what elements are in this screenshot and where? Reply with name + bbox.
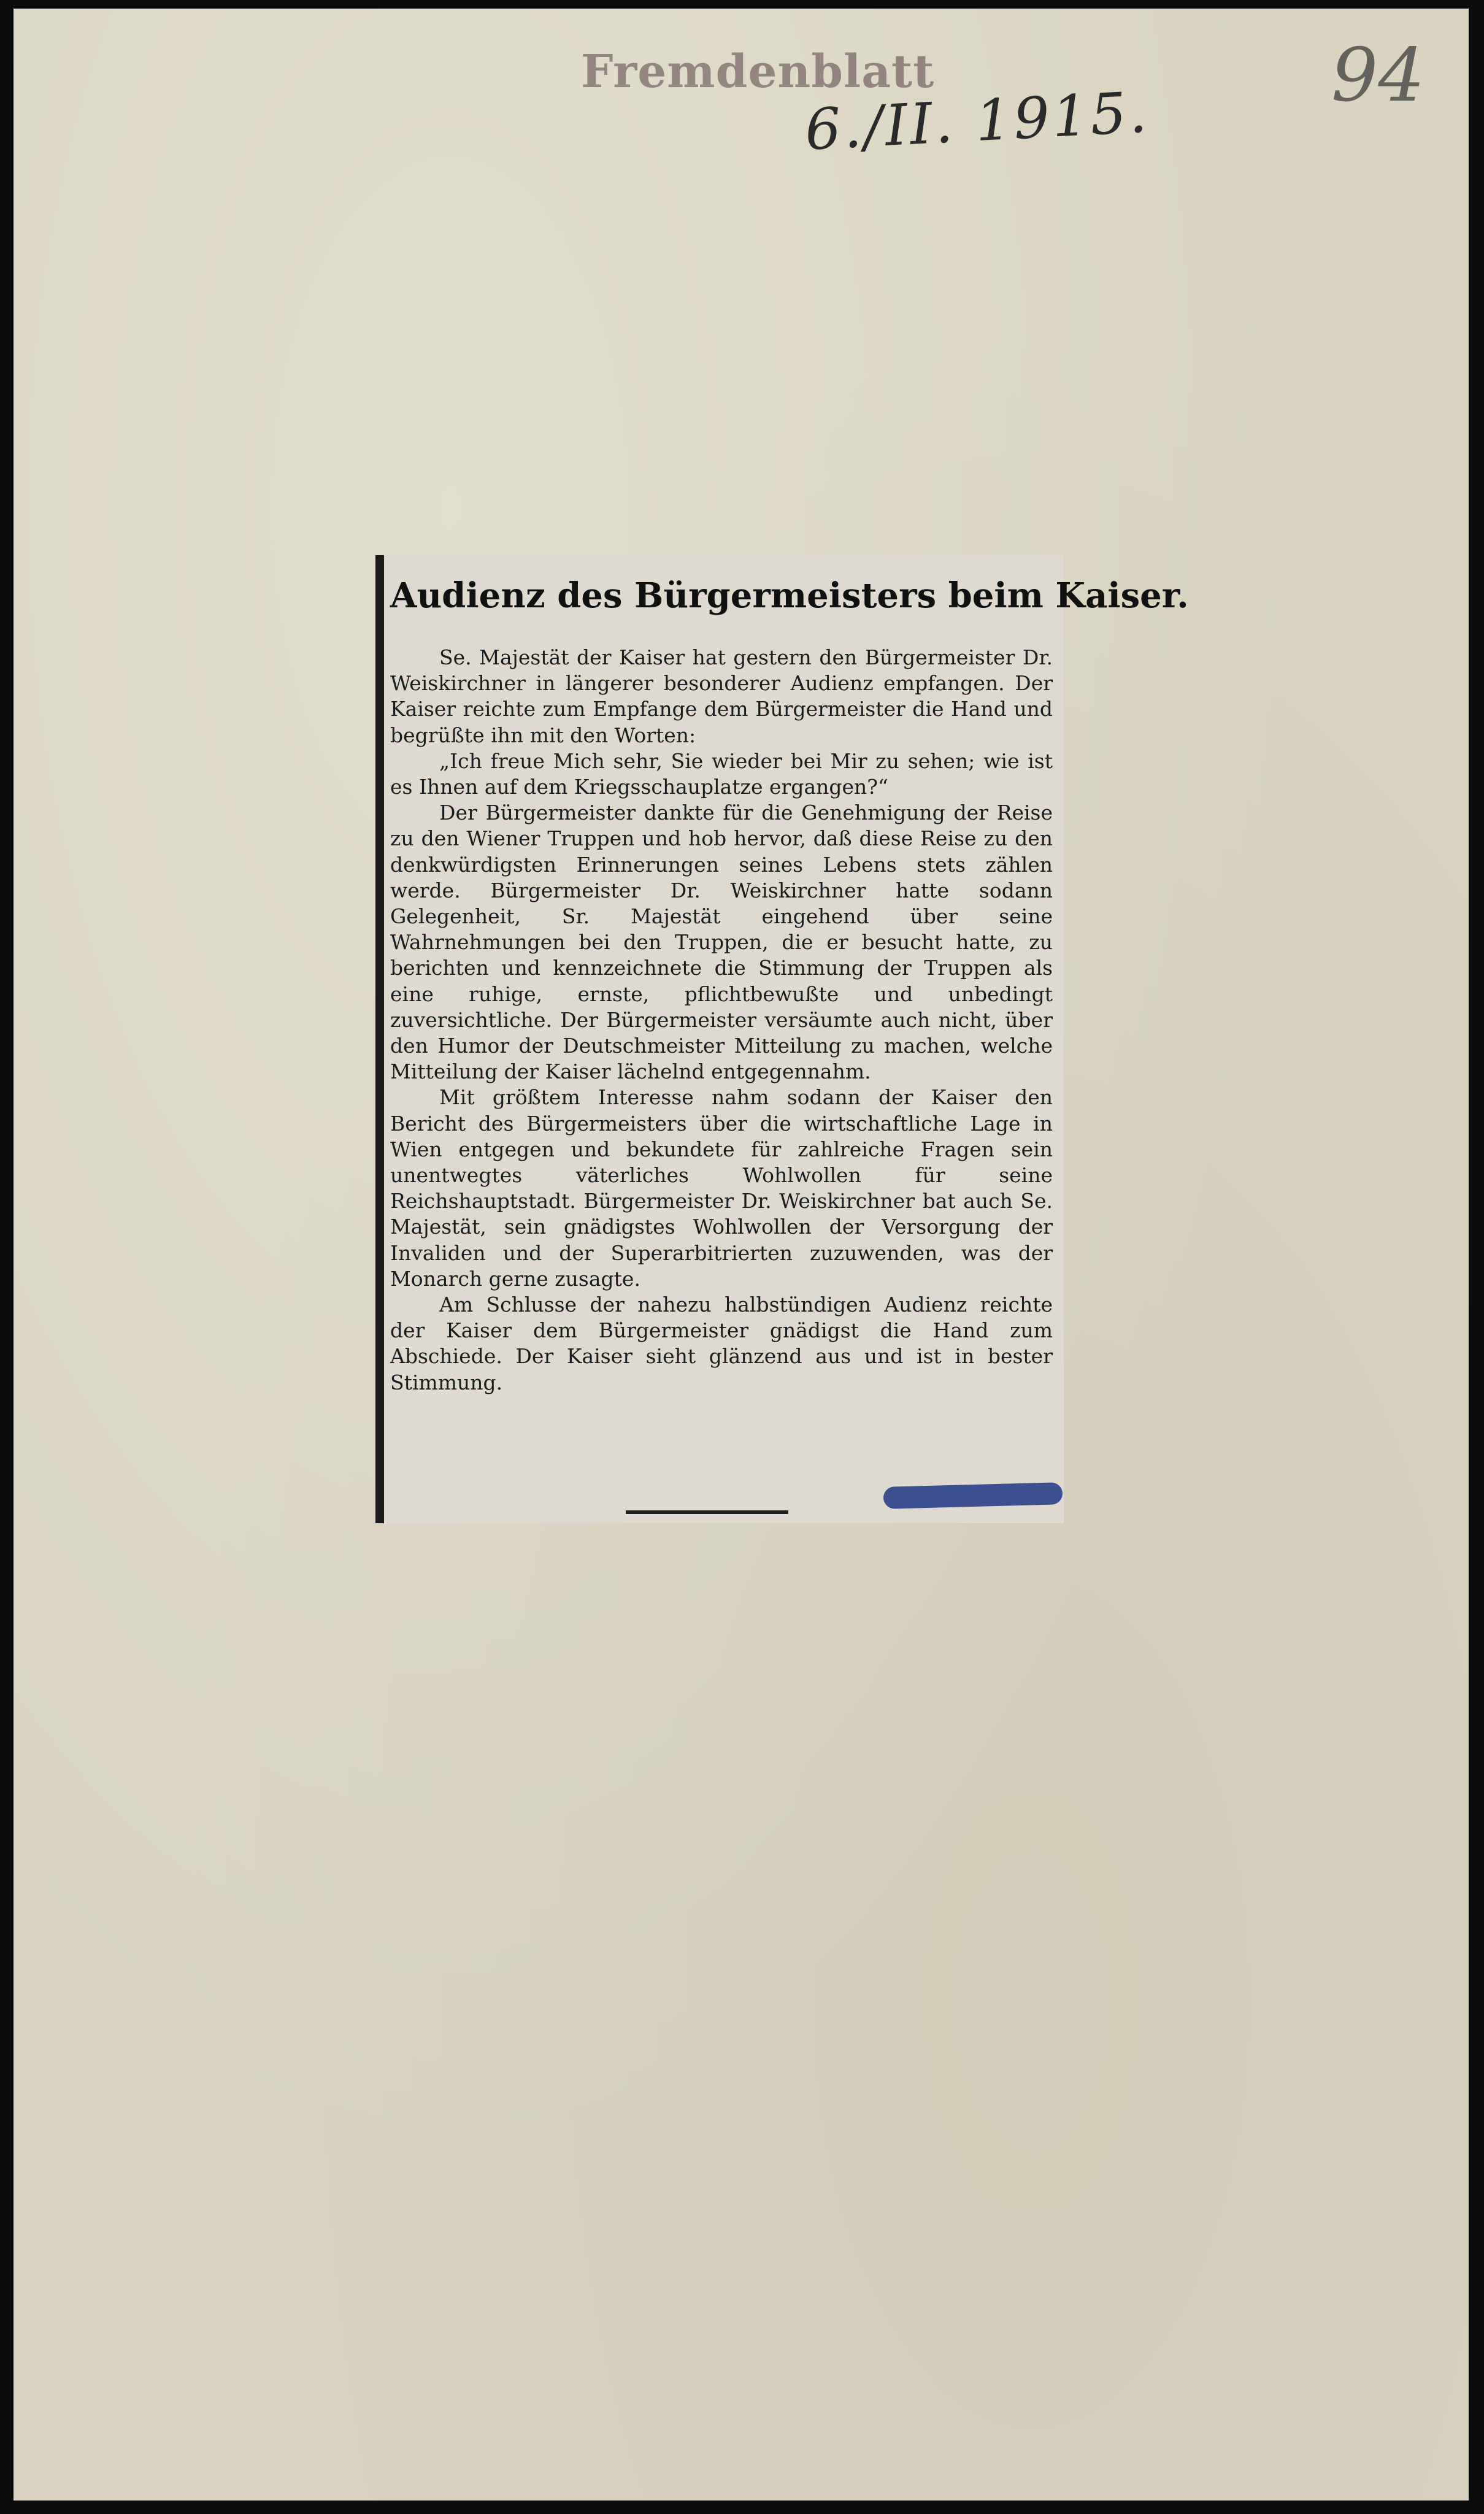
article-headline: Audienz des Bürgermeisters beim Kaiser. [390,575,1189,616]
clipping-left-edge [375,555,384,1523]
article-paragraph-5: Am Schlusse der nahezu halbstündigen Audienz reichte der Kaiser dem Bürgermeister gnädigst die Hand zum Abschiede. Der Kaiser sieht glänzend aus und ist in bester Stimmung. [390,1293,1053,1394]
article-paragraph-2: „Ich freue Mich sehr, Sie wieder bei Mir zu sehen; wie ist es Ihnen auf dem Kriegsschauplatze ergangen?“ [390,748,1053,799]
handwritten-date: 6./II. 1915. [803,79,1151,163]
article-paragraph-4: Mit größtem Interesse nahm sodann der Kaiser den Bericht des Bürgermeisters über die wirtschaftliche Lage in Wien entgegen und bekundete für zahlreiche Fragen sein unentwegtes väterliches Wohlwollen für seine Reichshauptstadt. Bürgermeister Dr. Weiskirchner bat auch Se. Majestät, sein gnädigstes Wohlwollen der Versorgung der Invaliden und der Superarbitrierten zuzuwenden, was der Monarch gerne zusagte. [390,1085,1053,1291]
handwritten-page-number: 94 [1331,33,1425,118]
newspaper-stamp: Fremdenblatt [581,45,935,98]
end-rule [626,1510,788,1514]
newspaper-clipping [375,555,1189,1523]
article-paragraph-3: Der Bürgermeister dankte für die Genehmigung der Reise zu den Wiener Truppen und hob hervor, daß diese Reise zu den denkwürdigsten Erinnerungen seines Lebens stets zählen werde. Bürgermeister Dr. Weiskirchner hatte sodann Gelegenheit, Sr. Majestät eingehend über seine Wahrnehmungen bei den Truppen, die er besucht hatte, zu berichten und kennzeichnete die Stimmung der Truppen als eine ruhige, ernste, pflichtbewußte und unbedingt zuversichtliche. Der Bürgermeister versäumte auch nicht, über den Humor der Deutschmeister Mitteilung zu machen, welche Mitteilung der Kaiser lächelnd entgegennahm. [390,801,1053,1084]
article-paragraph-1: Se. Majestät der Kaiser hat gestern den Bürgermeister Dr. Weiskirchner in längerer besonderer Audienz empfangen. Der Kaiser reichte zum Empfange dem Bürgermeister die Hand und begrüßte ihn mit den Worten: [390,645,1053,747]
blue-pencil-mark [883,1482,1063,1509]
